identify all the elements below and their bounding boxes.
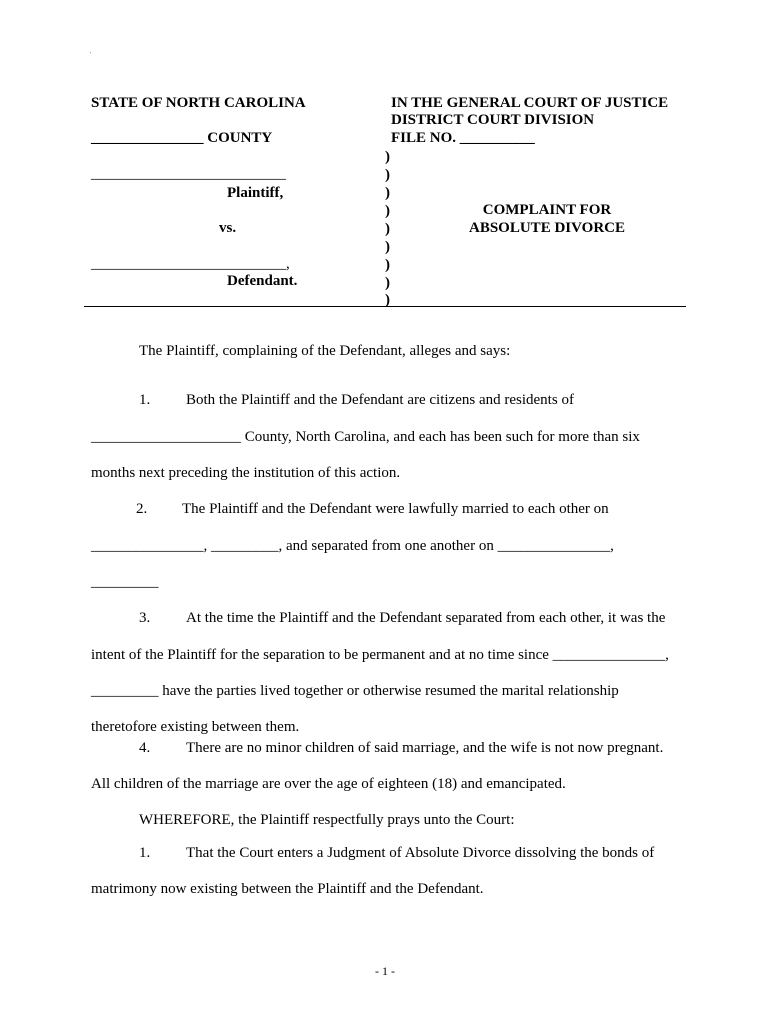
prayer-1-line: matrimony now existing between the Plaintiff and the Defendant. xyxy=(91,881,484,897)
allegation-4-line: All children of the marriage are over the age of eighteen (18) and emancipated. xyxy=(91,776,566,792)
prayer-1-number: 1. xyxy=(139,845,151,861)
caption-rule xyxy=(84,306,686,307)
allegation-1-line: Both the Plaintiff and the Defendant are citizens and residents of xyxy=(186,392,574,408)
allegation-3-line: theretofore existing between them. xyxy=(91,719,300,735)
allegation-1-line: months next preceding the institution of this action. xyxy=(91,465,401,481)
allegation-2-line: The Plaintiff and the Defendant were lawfully married to each other on xyxy=(182,501,609,517)
allegation-2-number: 2. xyxy=(136,501,148,517)
allegation-4-line: There are no minor children of said marriage, and the wife is not now pregnant. xyxy=(186,740,664,756)
allegation-3-line: At the time the Plaintiff and the Defendant separated from each other, it was the xyxy=(186,610,666,626)
complaint-title-line2: ABSOLUTE DIVORCE xyxy=(469,220,625,236)
caption-paren: ) xyxy=(385,257,390,273)
prayer-1-line: That the Court enters a Judgment of Absolute Divorce dissolving the bonds of xyxy=(186,845,655,861)
court-heading-line2: DISTRICT COURT DIVISION xyxy=(391,112,595,128)
caption-paren: ) xyxy=(385,221,390,237)
allegation-4-number: 4. xyxy=(139,740,151,756)
allegation-3-number: 3. xyxy=(139,610,151,626)
allegation-1-line: ____________________ County, North Carolina, and each has been such for more than six xyxy=(91,429,640,445)
defendant-label: Defendant. xyxy=(227,273,298,289)
allegation-1-number: 1. xyxy=(139,392,151,408)
caption-paren: ) xyxy=(385,292,390,308)
vs-label: vs. xyxy=(219,220,237,236)
caption-paren: ) xyxy=(385,185,390,201)
corner-mark: ' xyxy=(90,52,92,58)
file-number: FILE NO. __________ xyxy=(391,130,535,146)
caption-paren: ) xyxy=(385,239,390,255)
caption-paren: ) xyxy=(385,203,390,219)
page-number: - 1 - xyxy=(375,964,395,978)
caption-paren: ) xyxy=(385,275,390,291)
complaint-title-line1: COMPLAINT FOR xyxy=(482,202,612,218)
wherefore-clause: WHEREFORE, the Plaintiff respectfully prays unto the Court: xyxy=(139,812,515,828)
intro-text: The Plaintiff, complaining of the Defendant, alleges and says: xyxy=(139,343,511,359)
allegation-2-line: _________ xyxy=(91,574,159,590)
plaintiff-label: Plaintiff, xyxy=(227,185,284,201)
defendant-blank: __________________________, xyxy=(91,256,290,272)
allegation-2-line: _______________, _________, and separated from one another on _______________, xyxy=(91,538,614,554)
county-line: _______________ COUNTY xyxy=(91,130,273,146)
allegation-3-line: intent of the Plaintiff for the separation to be permanent and at no time since _______________, xyxy=(91,647,669,663)
caption-paren: ) xyxy=(385,149,390,165)
state-heading: STATE OF NORTH CAROLINA xyxy=(91,95,306,111)
court-heading-line1: IN THE GENERAL COURT OF JUSTICE xyxy=(391,95,669,111)
plaintiff-blank: __________________________ xyxy=(91,166,286,182)
caption-paren: ) xyxy=(385,167,390,183)
allegation-3-line: _________ have the parties lived together or otherwise resumed the marital relationship xyxy=(91,683,619,699)
